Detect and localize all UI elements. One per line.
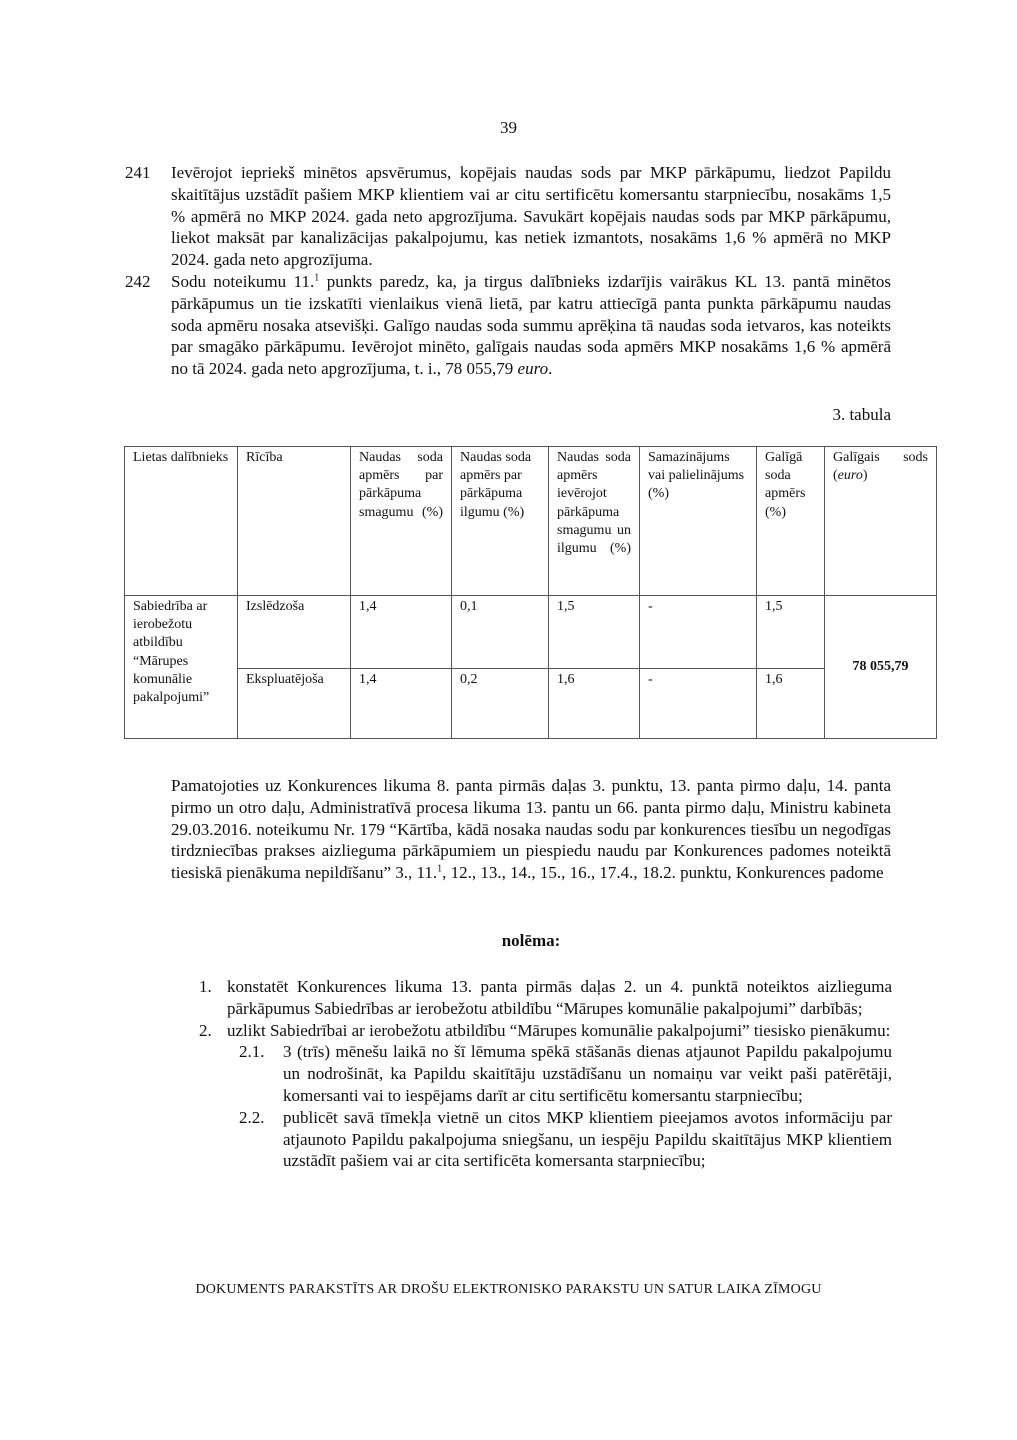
subdecision-text: 3 (trīs) mēnešu laikā no šī lēmuma spēkā stāšanās dienas atjaunot Papildu pakalpojumu un nodrošināt, ka Papildu skaitītāju uzstādīšanu un nomaiņu var veikt paši patērētāji, komersanti vai to iespējams darīt ar citu sertificētu komersantu starpniecību; <box>283 1042 892 1105</box>
cell-total-penalty: 78 055,79 <box>825 596 937 739</box>
paragraph-number: 242 <box>125 272 151 291</box>
cell-change: - <box>640 596 757 669</box>
decision-number: 2. <box>199 1020 212 1040</box>
decision-number: 1. <box>199 977 212 996</box>
subdecision-number: 2.2. <box>239 1107 265 1127</box>
header-severity: Naudas soda apmērs par pārkāpuma smagumu (%) <box>351 447 452 596</box>
header-combined: Naudas soda apmērs ievērojot pārkāpuma smagumu un ilgumu (%) <box>549 447 640 596</box>
header-final-percent: Galīgā soda apmērs (%) <box>757 447 825 596</box>
header-final-penalty <box>825 447 937 596</box>
paragraph-text: Sodu noteikumu 11. <box>171 272 315 291</box>
cell-action: Izslēdzoša <box>238 596 351 669</box>
decision-heading: nolēma: <box>501 931 561 950</box>
subdecision-text: publicēt savā tīmekļa vietnē un citos MKP klientiem pieejamos avotos informāciju par atjaunoto Papildu pakalpojuma sniegšanu, un iespēju Papildu skaitītājus MKP klientiem uzstādīt pašiem vai ar cita sertificēta komersanta starpniecību; <box>283 1107 892 1171</box>
cell-duration: 0,2 <box>452 669 549 739</box>
paragraph-241 <box>125 162 891 271</box>
header-action: Rīcība <box>238 447 351 596</box>
decision-item <box>172 1020 892 1042</box>
paragraph-text: . <box>548 359 553 379</box>
superscript: 1 <box>437 863 443 875</box>
paragraph-242 <box>125 271 891 380</box>
cell-final: 1,6 <box>757 669 825 739</box>
subdecision-item <box>172 1107 892 1172</box>
legal-basis-paragraph <box>171 775 891 884</box>
table-header-row <box>125 447 937 596</box>
cell-severity: 1,4 <box>351 596 452 669</box>
paragraph-number: 241 <box>125 163 151 182</box>
cell-severity: 1,4 <box>351 669 452 739</box>
unit-euro: euro <box>837 468 863 484</box>
header-participant: Lietas dalībnieks <box>125 447 238 596</box>
cell-change: - <box>640 669 757 739</box>
header-duration: Naudas soda apmērs par pārkāpuma ilgumu (%) <box>452 447 549 596</box>
decision-text: uzlikt Sabiedrībai ar ierobežotu atbildību “Mārupes komunālie pakalpojumi” tiesisko pienākumu: <box>227 1020 891 1040</box>
paragraph-text: Pamatojoties uz Konkurences likuma 8. panta pirmās daļas 3. punktu, 13. panta pirmo daļu, 14. panta pirmo un otro daļu, Administratīvā procesa likuma 13. pantu un 66. panta pirmo daļu, Ministru kabineta 29.03.2016. noteikumu Nr. 179 “Kārtība, kādā nosaka naudas sodu par konkurences tiesību un negodīgas tirdzniecības prakses aizlieguma pārkāpumiem un piespiedu naudu par Konkurences padomes noteiktā tiesiskā pienākuma nepildīšanu” 3., 11. <box>171 776 891 883</box>
cell-combined: 1,6 <box>549 669 640 739</box>
header-change: Samazinājums vai palielinājums (%) <box>640 447 757 596</box>
decision-list <box>172 976 892 1172</box>
paragraph-text: Ievērojot iepriekš minētos apsvērumus, kopējais naudas sods par MKP pārkāpumu, liedzot Papildu skaitītājus uzstādīt pašiem MKP klientiem vai ar citu sertificētu komersantu starpniecību, nosakāms 1,5 % apmērā no MKP 2024. gada neto apgrozījuma. Savukārt kopējais naudas sods par MKP pārkāpumu, liekot maksāt par kanalizācijas pakalpojumu, kas netiek izmantots, nosakāms 1,6 % apmērā no MKP 2024. gada neto apgrozījuma. <box>171 163 891 270</box>
cell-combined: 1,5 <box>549 596 640 669</box>
paragraph-text: , 12., 13., 14., 15., 16., 17.4., 18.2. punktu, Konkurences padome <box>442 863 884 883</box>
header-final-penalty-label: Galīgais sods <box>833 450 928 465</box>
table-row <box>125 669 937 739</box>
paragraph-text: punkts paredz, ka, ja tirgus dalībnieks izdarījis vairākus KL 13. pantā minētos pārkāpumus un tie izskatīti vienlaikus vienā lietā, par katru attiecīgā panta punkta pārkāpumu naudas soda apmēru nosaka atsevišķi. Galīgo naudas soda summu aprēķina tā naudas soda ietvaros, kas noteikts par smagāko pārkāpumu. Ievērojot minēto, galīgais naudas soda apmērs MKP nosakāms 1,6 % apmērā no tā 2024. gada neto apgrozījuma, t. i., 78 055,79 <box>171 272 891 379</box>
decision-text: konstatēt Konkurences likuma 13. panta pirmās daļas 2. un 4. punktā noteiktos aizlieguma pārkāpumus Sabiedrības ar ierobežotu atbildību “Mārupes komunālie pakalpojumi” darbībās; <box>227 977 892 1018</box>
decision-item <box>172 976 892 1020</box>
signature-footer: DOKUMENTS PARAKSTĪTS AR DROŠU ELEKTRONISKO PARAKSTU UN SATUR LAIKA ZĪMOGU <box>195 1282 822 1297</box>
superscript: 1 <box>314 272 320 284</box>
page-number: 39 <box>500 118 517 137</box>
header-final-penalty-unit: (euro) <box>833 468 868 484</box>
subdecision-number: 2.1. <box>239 1042 265 1062</box>
subdecision-item <box>172 1041 892 1106</box>
penalty-table <box>124 446 937 739</box>
cell-duration: 0,1 <box>452 596 549 669</box>
cell-final: 1,5 <box>757 596 825 669</box>
cell-action: Ekspluatējoša <box>238 669 351 739</box>
table-row <box>125 596 937 669</box>
cell-participant: Sabiedrība ar ierobežotu atbildību “Mārupes komunālie pakalpojumi” <box>125 596 238 739</box>
table-caption: 3. tabula <box>832 405 891 424</box>
italic-text: euro <box>517 359 549 379</box>
